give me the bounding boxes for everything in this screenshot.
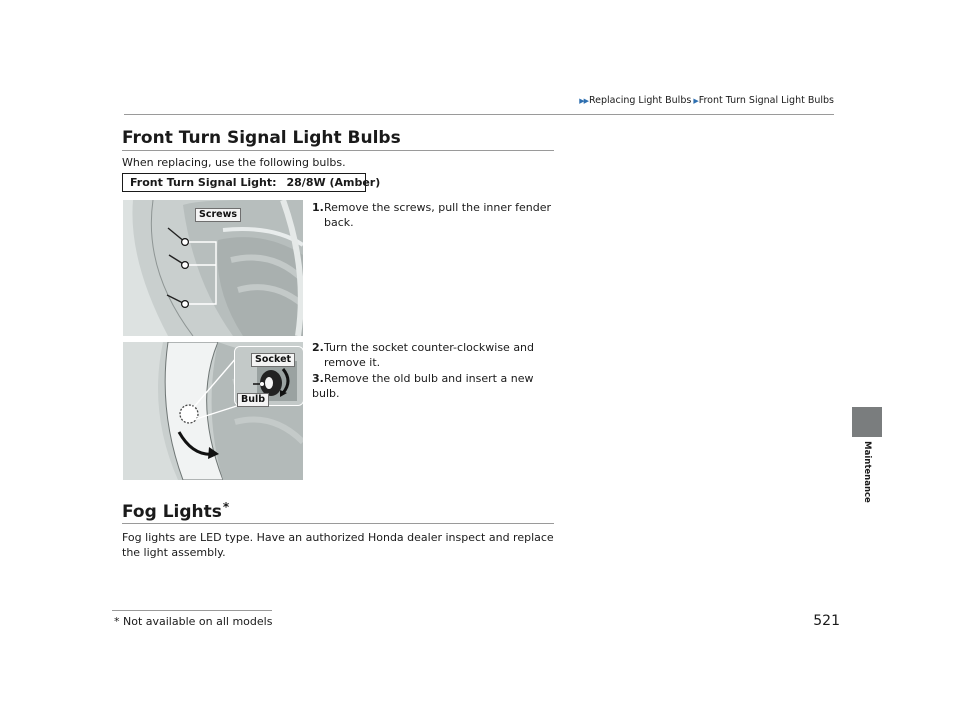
step-3 [312,371,562,401]
step-text: Remove the old bulb and insert a new bulb. [312,372,534,400]
chapter-tab-label-text: Maintenance [862,441,872,503]
breadcrumb-arrow-icon: ▶ [693,97,698,105]
bulb-spec-value: 28/8W (Amber) [286,176,381,189]
breadcrumb-parent[interactable]: Replacing Light Bulbs [588,95,692,106]
step-number: 2. [312,341,324,354]
bulb-spec-label: Front Turn Signal Light: [130,176,277,189]
breadcrumb-current: Front Turn Signal Light Bulbs [698,95,834,106]
footnote-asterisk[interactable]: * [222,500,230,514]
fog-lights-title [122,500,229,522]
breadcrumb [560,95,834,109]
chapter-tab-marker[interactable] [852,407,882,437]
chapter-tab-label [842,437,892,507]
step-1 [312,200,552,230]
step-text: Turn the socket counter-clockwise and [324,341,535,354]
step-text: Remove the screws, pull the inner fender [324,201,552,214]
section-intro: When replacing, use the following bulbs. [122,156,346,169]
fog-lights-title-text: Fog Lights [122,502,222,522]
header-divider [124,114,834,115]
step-2 [312,340,552,370]
bulb-spec-box [122,173,381,192]
section-title-divider [122,150,554,151]
bulb-callout: Bulb [237,393,269,407]
screws-callout: Screws [195,208,241,222]
step-number: 1. [312,201,324,214]
footnote: * Not available on all models [114,615,273,628]
fog-lights-text: Fog lights are LED type. Have an authorized Honda dealer inspect and replace the light assembly. [122,531,554,559]
step-number: 3. [312,372,324,385]
page-number: 521 [813,613,840,629]
footnote-divider [112,610,272,611]
breadcrumb-arrow-icon: ▶▶ [579,97,588,105]
step-text: back. [324,216,354,229]
section-title: Front Turn Signal Light Bulbs [122,128,401,148]
step-text: remove it. [324,356,381,369]
fog-lights-divider [122,523,554,524]
socket-callout: Socket [251,353,295,367]
